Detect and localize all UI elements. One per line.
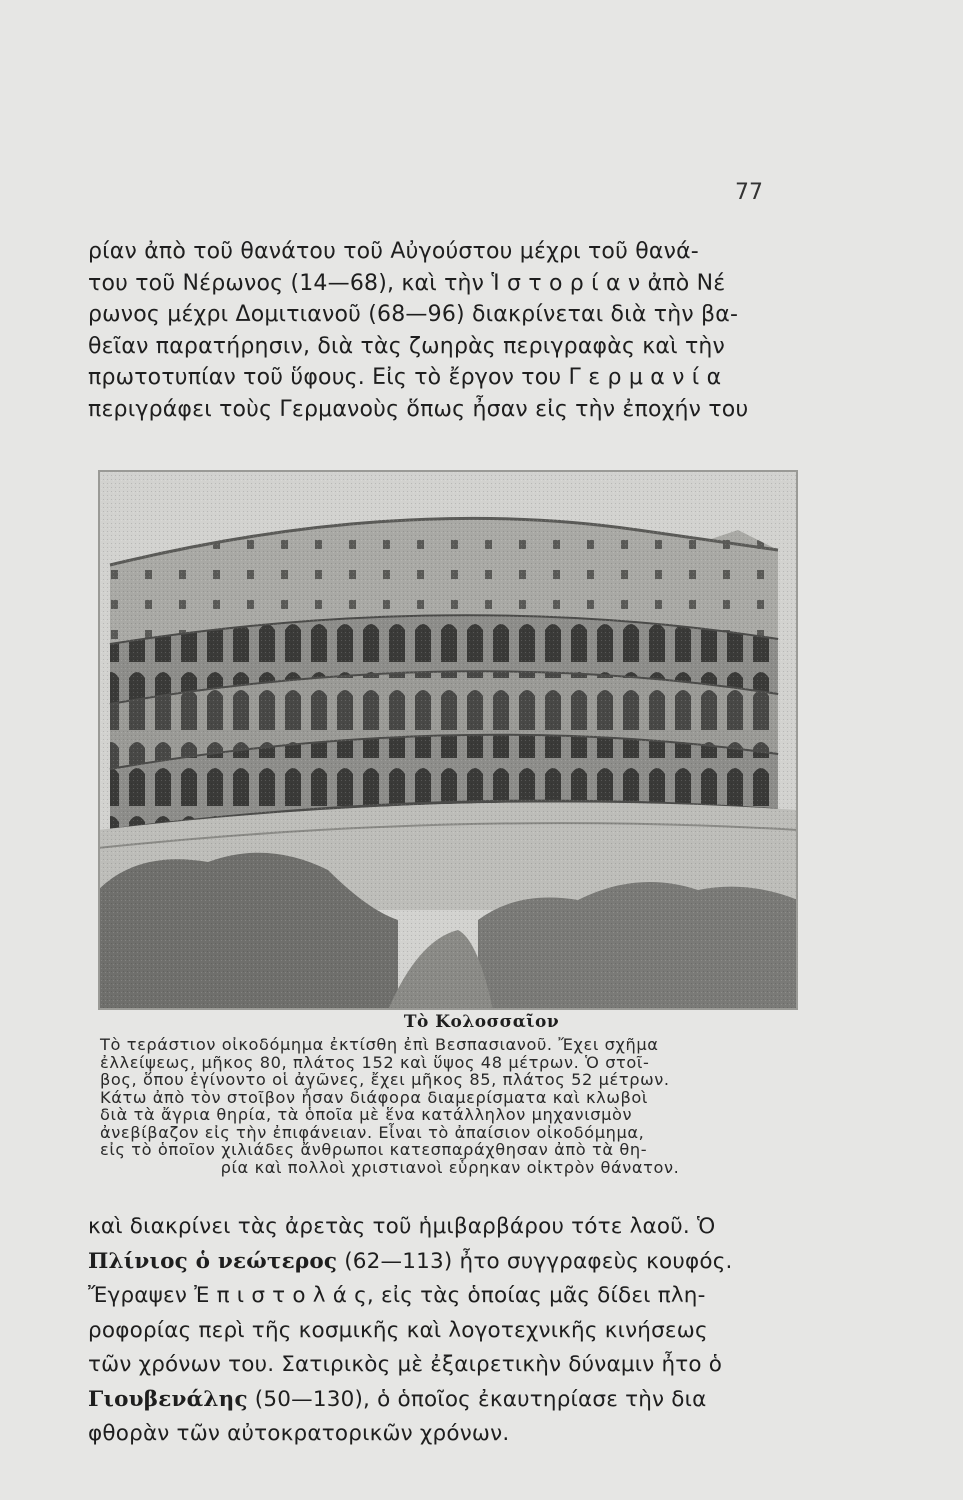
text-run: εἰς τὰς ὁποίας μᾶς δίδει πλη- (373, 1283, 706, 1308)
caption-line: Κάτω ἀπὸ τὸν στοῖβον ἦσαν διάφορα διαμερίσματα καὶ κλωβοὶ (100, 1087, 649, 1107)
text-line: ρωνος μέχρι Δομιτιανοῦ (68—96) διακρίνεται διὰ τὴν βα- (88, 302, 739, 327)
author-name-plinius: Πλίνιος ὁ νεώτερος (88, 1248, 338, 1274)
caption-line: εἰς τὸ ὁποῖον χιλιάδες ἄνθρωποι κατεσπαράχθησαν ἀπὸ τὰ θη- (100, 1140, 648, 1159)
text-run: (50—130), ὁ ὁποῖος ἐκαυτηρίασε τὴν δια (247, 1386, 707, 1412)
text-line: τῶν χρόνων του. Σατιρικὸς μὲ ἐξαιρετικὴν δύναμιν ἦτο ὁ (88, 1352, 723, 1377)
text-line (88, 1383, 800, 1418)
text-line: καὶ διακρίνει τὰς ἀρετὰς τοῦ ἡμιβαρβάρου τότε λαοῦ. Ὁ (88, 1214, 716, 1239)
caption-line: ἐλλείψεως, μῆκος 80, πλάτος 152 καὶ ὕψος 48 μέτρων. Ὁ στοῖ- (100, 1052, 650, 1072)
caption-line: βος, ὅπου ἐγίνοντο οἱ ἀγῶνες, ἔχει μῆκος 85, πλάτος 52 μέτρων. (100, 1070, 670, 1089)
text-line: περιγράφει τοὺς Γερμανοὺς ὅπως ἦσαν εἰς τὴν ἐποχήν του (88, 396, 749, 422)
text-line: ρίαν ἀπὸ τοῦ θανάτου τοῦ Αὐγούστου μέχρι τοῦ θανά- (88, 239, 699, 264)
text-line: θεῖαν παρατήρησιν, διὰ τὰς ζωηρὰς περιγραφὰς καὶ τὴν (88, 333, 726, 359)
caption-title: Τὸ Κολοσσαῖον (403, 1012, 560, 1032)
caption-line: Τὸ τεράστιον οἰκοδόμημα ἐκτίσθη ἐπὶ Βεσπασιανοῦ. Ἔχει σχῆμα (100, 1035, 659, 1054)
text-run: (62—113) ἦτο συγγραφεὺς κουφός. (337, 1248, 733, 1274)
work-title-epistolai: Ἐ π ι σ τ ο λ ά ς, (194, 1283, 374, 1308)
text-line: πρωτοτυπίαν τοῦ ὕφους. Εἰς τὸ ἔργον του Γ ε ρ μ α ν ί α (88, 365, 722, 390)
colosseum-photo (98, 470, 798, 1010)
caption-line: διὰ τὰ ἄγρια θηρία, τὰ ὁποῖα μὲ ἕνα κατάλληλον μηχανισμὸν (100, 1105, 633, 1124)
top-paragraph (88, 236, 800, 425)
text-line: ροφορίας περὶ τῆς κοσμικῆς καὶ λογοτεχνικῆς κινήσεως (88, 1317, 708, 1343)
text-line: του τοῦ Νέρωνος (14—68), καὶ τὴν Ἱ σ τ ο ρ ί α ν ἀπὸ Νέ (88, 270, 726, 296)
caption-line: ρία καὶ πολλοὶ χριστιανοὶ εὗρηκαν οἰκτρὸν θάνατον. (220, 1157, 680, 1177)
page-number: 77 (735, 180, 763, 205)
bottom-paragraph (88, 1210, 800, 1452)
text-line (88, 1279, 800, 1314)
text-line (88, 1245, 800, 1280)
text-run: Ἔγραψεν (88, 1283, 195, 1308)
caption-line: ἀνεβίβαζον εἰς τὴν ἐπιφάνειαν. Εἶναι τὸ ἀπαίσιον οἰκοδόμημα, (100, 1122, 645, 1142)
figure-caption (100, 1036, 800, 1176)
text-line: φθορὰν τῶν αὐτοκρατορικῶν χρόνων. (88, 1421, 510, 1446)
author-name-juvenal: Γιουβενάλης (88, 1386, 248, 1412)
